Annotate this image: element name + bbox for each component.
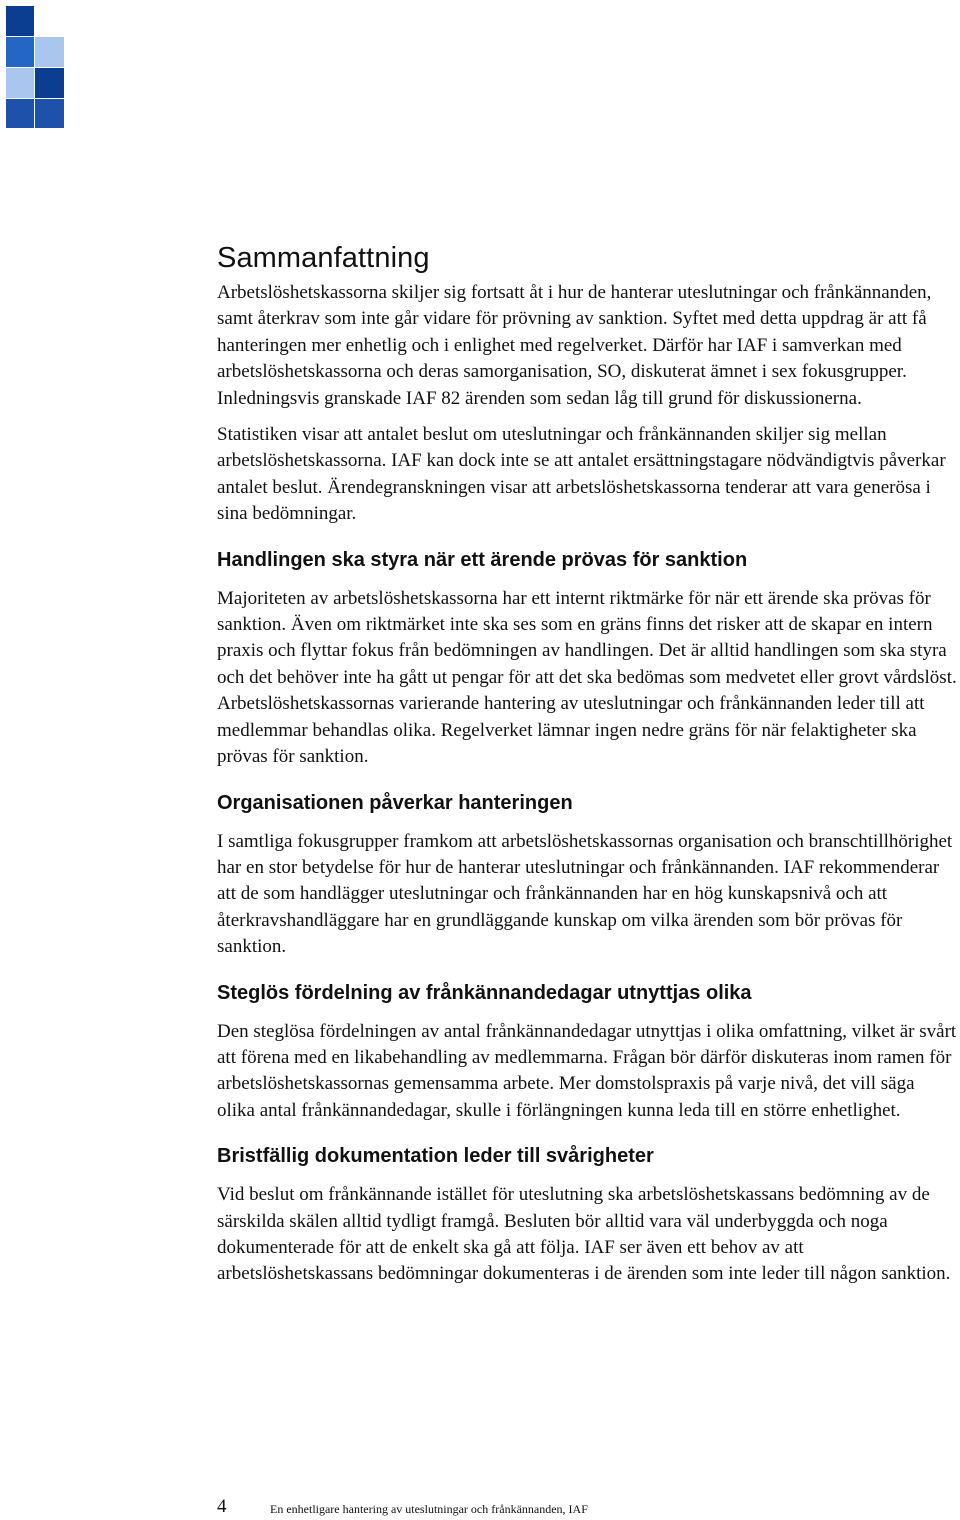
logo-square — [6, 99, 34, 128]
logo-square — [35, 6, 64, 36]
intro-paragraph: Statistiken visar att antalet beslut om uteslutningar och frånkännanden skiljer sig mellan arbetslöshetskassorna. IAF kan dock inte se att antalet ersättningstagare nödvändigtvis påverkar antalet beslut. Ärendegranskningen visar att arbetslöshetskassorna tenderar att vara generösa i sina bedömningar. — [217, 424, 946, 525]
section — [217, 979, 957, 1125]
section-heading: Bristfällig dokumentation leder till svårigheter — [217, 1145, 654, 1168]
section-paragraph: I samtliga fokusgrupper framkom att arbetslöshetskassornas organisation och branschtillhörighet har en stor betydelse för hur de hanterar uteslutningar och frånkännanden. IAF rekommenderar att de som handlägger uteslutningar och frånkännanden har en hög kunskapsnivå och att återkravshandläggare har en grundläggande kunskap om vilka ärenden som bör prövas för sanktion. — [217, 830, 953, 958]
page-number: 4 — [217, 1496, 227, 1517]
section-heading: Steglös fördelning av frånkännandedagar utnyttjas olika — [217, 981, 752, 1004]
logo-square — [35, 37, 64, 67]
section — [217, 789, 957, 961]
document-body — [217, 238, 957, 1298]
intro-paragraph: Arbetslöshetskassorna skiljer sig fortsatt åt i hur de hanterar uteslutningar och frånkännanden, samt återkrav som inte går vidare för prövning av sanktion. Syftet med detta uppdrag är att få hanteringen mer enhetlig och i enlighet med regelverket. Därför har IAF i samverkan med arbetslöshetskassorna och deras samorganisation, SO, diskuterat ämnet i sex fokusgrupper. Inledningsvis granskade IAF 82 ärenden som sedan låg till grund för diskussionerna. — [217, 282, 932, 409]
page-title: Sammanfattning — [217, 242, 430, 274]
section-paragraph: Den steglösa fördelningen av antal frånkännandedagar utnyttjas i olika omfattning, vilket är svårt att förena med en likabehandling av medlemmarna. Frågan bör därför diskuteras inom ramen för arbetslöshetskassornas gemensamma arbete. Mer domstolspraxis på varje nivå, det vill säga olika antal frånkännandedagar, skulle i förlängningen kunna leda till en större enhetlighet. — [217, 1020, 957, 1121]
logo-square — [6, 68, 34, 98]
section-paragraph: Majoriteten av arbetslöshetskassorna har ett internt riktmärke för när ett ärende ska prövas för sanktion. Även om riktmärket inte ska ses som en gräns finns det risker att de skapar en intern praxis och flyttar fokus från bedömningen av handlingen. Det är alltid handlingen som ska styra och det behöver inte ha gått ut pengar för att det ska bedömas som medvetet eller grovt vårdslöst. Arbetslöshetskassornas varierande hantering av uteslutningar och frånkännanden leder till att medlemmar behandlas olika. Regelverket lämnar ingen nedre gräns för när felaktigheter ska prövas för sanktion. — [217, 587, 957, 768]
section — [217, 1142, 957, 1288]
blue-squares-logo-icon — [6, 6, 64, 128]
section — [217, 546, 957, 771]
logo-square — [6, 6, 34, 36]
logo-square — [35, 99, 64, 128]
page-footer — [217, 1496, 957, 1520]
section-paragraph: Vid beslut om frånkännande istället för uteslutning ska arbetslöshetskassans bedömning av de särskilda skälen alltid tydligt framgå. Besluten bör alltid vara väl underbyggda och noga dokumenterade för att de enkelt ska gå att följa. IAF ser även ett behov av att arbetslöshetskassans bedömningar dokumenteras i de ärenden som inte leder till någon sanktion. — [217, 1184, 951, 1285]
footer-document-title: En enhetligare hantering av uteslutningar och frånkännanden, IAF — [270, 1502, 588, 1516]
logo-square — [35, 68, 64, 98]
logo-square — [6, 37, 34, 67]
section-heading: Handlingen ska styra när ett ärende prövas för sanktion — [217, 548, 748, 571]
section-heading: Organisationen påverkar hanteringen — [217, 791, 573, 814]
